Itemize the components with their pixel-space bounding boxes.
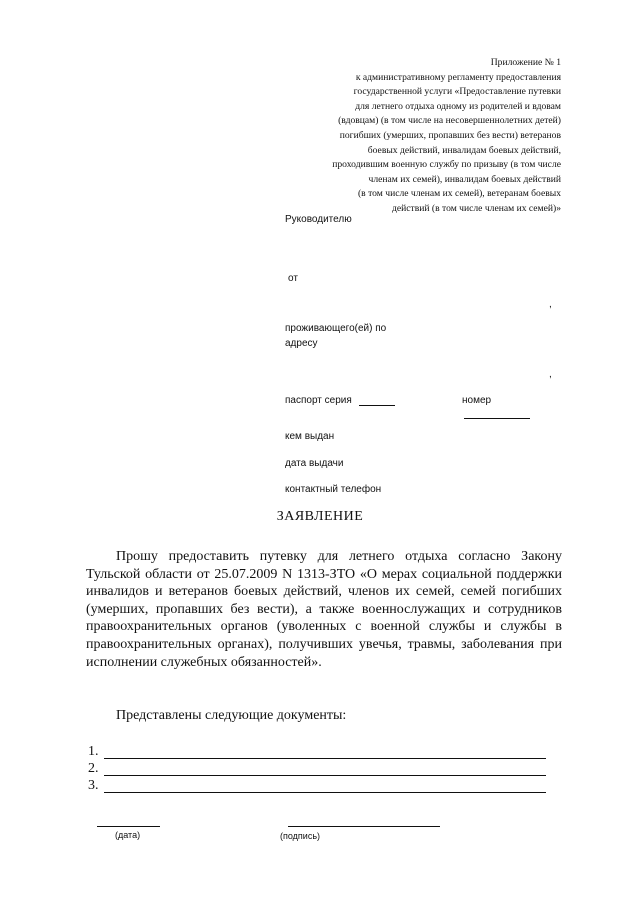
annex-line: погибших (умерших, пропавших без вести) ветеранов [339, 129, 561, 141]
annex-line: Приложение № 1 [490, 57, 561, 68]
document-item-number: 1. [88, 744, 99, 759]
phone-label: контактный телефон [285, 484, 382, 495]
document-item-line[interactable] [104, 775, 546, 776]
annex-line: к административному регламенту предоставления [355, 71, 561, 83]
passport-series-line[interactable] [359, 405, 395, 406]
document-item-line[interactable] [104, 792, 546, 793]
document-item-number: 3. [88, 778, 99, 793]
passport-number-label: номер [462, 395, 492, 406]
residing-label-line1: проживающего(ей) по [285, 323, 387, 334]
annex-line: для летнего отдыха одному из родителей и вдовам [355, 100, 561, 112]
annex-line: проходившим военную службу по призыву (в том числе [332, 159, 561, 171]
annex-line: (вдовцам) (в том числе на несовершеннолетних детей) [338, 115, 561, 127]
comma-mark: , [549, 369, 552, 380]
to-fill-line[interactable] [285, 244, 555, 245]
to-label: Руководителю [285, 214, 352, 225]
residing-label-line2: адресу [285, 338, 318, 349]
document-item-line[interactable] [104, 758, 546, 759]
annex-line: членам их семей), инвалидам боевых действий [368, 173, 561, 185]
comma-mark: , [549, 299, 552, 310]
issued-by-label: кем выдан [285, 431, 335, 442]
date-signature-line[interactable] [97, 826, 160, 827]
documents-intro: Представлены следующие документы: [116, 708, 347, 723]
signature-line[interactable] [288, 826, 440, 827]
application-text: Прошу предоставить путевку для летнего отдыха согласно Закону Тульской области от 25.07.2009 N 1313-ЗТО «О мерах социальной поддержки инвалидов и ветеранов боевых действий, членов их семей, семей погибших (умерших, пропавших без вести), а также военнослужащих и сотрудников правоохранительных органов (уволенных с военной службы и службы в правоохранительных органах), получивших увечья, травмы, заболевания при исполнении служебных обязанностей». [86, 549, 562, 670]
passport-number-line[interactable] [464, 418, 530, 419]
document-item-number: 2. [88, 761, 99, 776]
document-title: ЗАЯВЛЕНИЕ [276, 509, 364, 524]
annex-line: государственной услуги «Предоставление путевки [353, 86, 561, 98]
annex-line: (в том числе членам их семей), ветеранам боевых [357, 188, 561, 200]
signature-caption: (подпись) [280, 831, 321, 841]
date-caption: (дата) [115, 830, 141, 840]
annex-line: боевых действий, инвалидам боевых действий, [367, 144, 561, 156]
annex-line: действий (в том числе членам их семей)» [391, 202, 561, 214]
issue-date-label: дата выдачи [285, 458, 344, 469]
from-label: от [288, 273, 298, 284]
passport-series-label: паспорт серия [285, 395, 352, 406]
annex-header [261, 56, 561, 217]
